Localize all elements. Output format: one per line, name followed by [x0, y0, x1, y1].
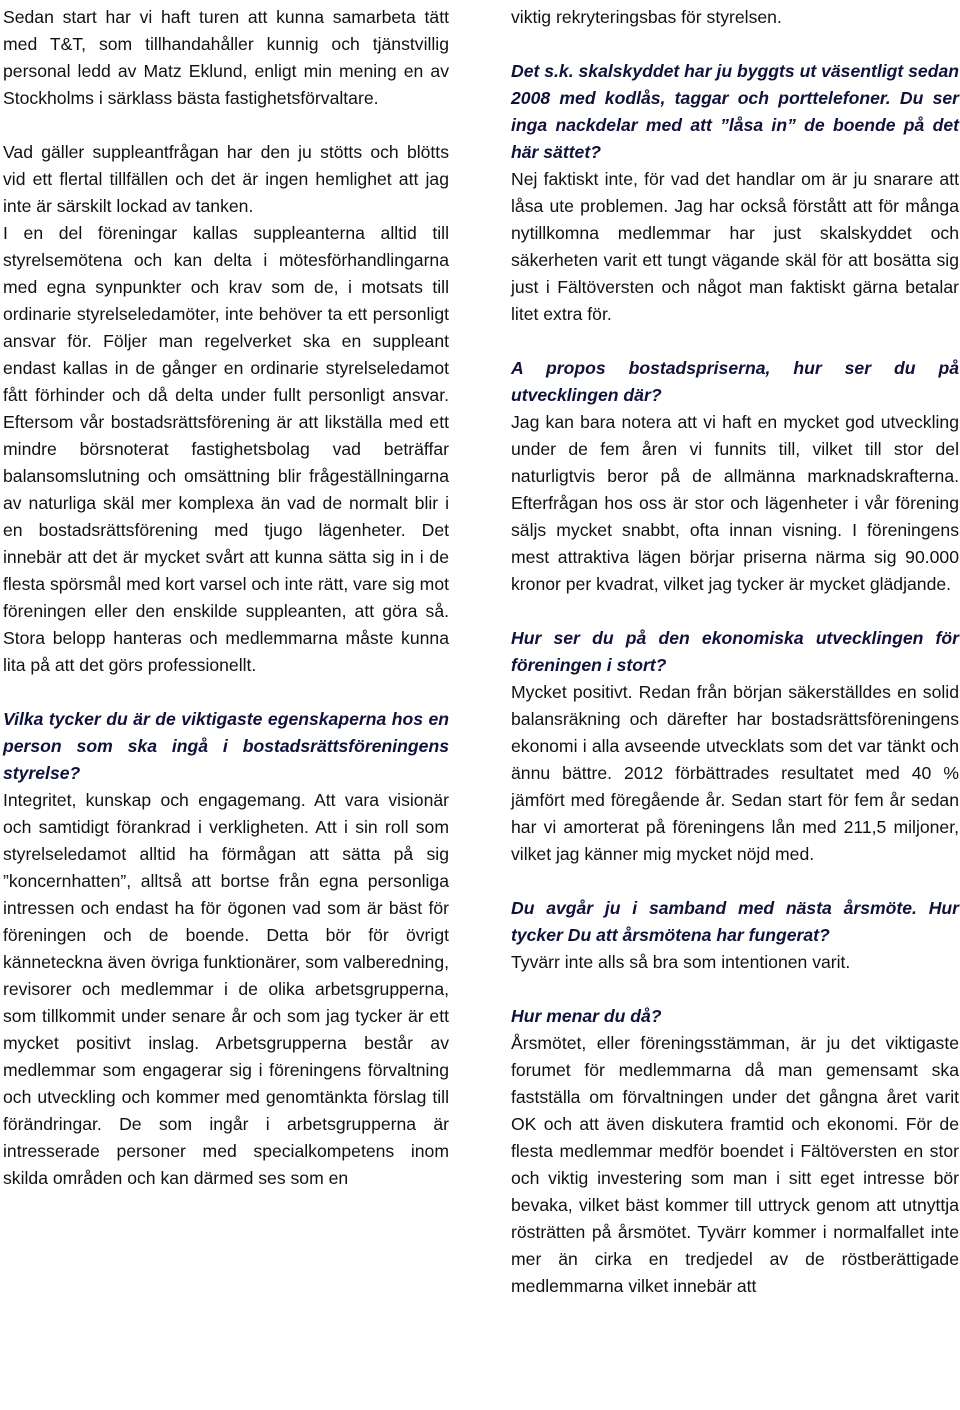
answer-board-qualities: Integritet, kunskap och engagemang. Att vara visionär och samtidigt förankrad i verkligheten. Att i sin roll som styrelseledamot alltid ha förmågan att sätta på sig ”koncernhatten”, alltså att bortse från egna personliga intressen och endast ha för ögonen vad som är bäst för föreningen och de boende. Detta bör för övrigt känneteckna även övriga funktionärer, som valberedning, revisorer och medlemmar i de olika arbetsgrupperna, som tillkommit under senare år och som jag tycker är ett mycket positivt inslag. Arbetsgrupperna består av medlemmar som engagerar sig i föreningens förvaltning och utveckling och kommer med genomtänkta förslag till förändringar. De som ingår i arbetsgrupperna är intresserade personer med specialkompetens inom skilda områden och kan därmed ses som en: [3, 790, 449, 1188]
question-annual-meetings: Du avgår ju i samband med nästa årsmöte. Hur tycker Du att årsmötena har fungerat?: [511, 898, 959, 945]
paragraph-suppleant-question: Vad gäller suppleantfrågan har den ju stötts och blötts vid ett flertal tillfällen och det är ingen hemlighet att jag inte är särskilt lockad av tanken.: [3, 142, 449, 216]
question-housing-prices: A propos bostadspriserna, hur ser du på utvecklingen där?: [511, 358, 959, 405]
answer-annual-meetings: Tyvärr inte alls så bra som intentionen varit.: [511, 952, 851, 972]
answer-economic-development: Mycket positivt. Redan från början säkerställdes en solid balansräkning och därefter har bostadsrättsföreningens ekonomi i alla avseende utvecklats som det var tänkt och ännu bättre. 2012 förbättrades resultatet med 40 % jämfört med föregående år. Sedan start för fem år sedan har vi amorterat på föreningens lån med 211,5 miljoner, vilket jag känner mig mycket nöjd med.: [511, 682, 959, 864]
paragraph-continuation: viktig rekryteringsbas för styrelsen.: [511, 7, 782, 27]
paragraph-partnership: Sedan start har vi haft turen att kunna samarbeta tätt med T&T, som tillhandahåller kunnig och tjänstvillig personal ledd av Matz Eklund, enligt min mening en av Stockholms i särklass bästa fastighetsförvaltare.: [3, 7, 449, 108]
question-board-qualities: Vilka tycker du är de viktigaste egenskaperna hos en person som ska ingå i bostadsrättsföreningens styrelse?: [3, 709, 449, 783]
answer-housing-prices: Jag kan bara notera att vi haft en mycket god utveckling under de fem åren vi funnits till, vilket till stor del naturligtvis beror på de allmänna marknadskrafterna. Efterfrågan hos oss är stor och lägenheter i vår förening säljs mycket snabbt, ofta innan visning. I föreningens mest attraktiva lägen börjar priserna närma sig 90.000 kronor per kvadrat, vilket jag tycker är mycket glädjande.: [511, 412, 959, 594]
answer-shell-protection: Nej faktiskt inte, för vad det handlar om är ju snarare att låsa ute problemen. Jag har också förstått att för många nytillkomna medlemmar har just skalskyddet och säkerheten varit ett tungt vägande skäl för att bosätta sig just i Fältöversten och något man faktiskt gärna betalar litet extra för.: [511, 169, 959, 324]
paragraph-suppleant-details: I en del föreningar kallas suppleanterna alltid till styrelsemötena och kan delta i mötesförhandlingarna med egna synpunkter och krav som de, i motsats till ordinarie styrelseledamöter, inte behöver ta ett personligt ansvar för. Följer man regelverket ska en suppleant endast kallas in de gånger en ordinarie styrelseledamot fått förhinder och då delta under fullt personligt ansvar. Eftersom vår bostadsrättsförening är att likställa med ett mindre börsnoterat fastighetsbolag vad beträffar balansomslutning och omsättning blir frågeställningarna av naturliga skäl mer komplexa än vad de normalt blir i en bostadsrättsförening med tjugo lägenheter. Det innebär att det är mycket svårt att kunna sätta sig in i de flesta spörsmål med kort varsel och inte rätt, vare sig mot föreningen eller den enskilde suppleanten, att göra så. Stora belopp hanteras och medlemmarna måste kunna lita på att det görs professionellt.: [3, 223, 449, 675]
left-column: [3, 4, 449, 1192]
question-shell-protection: Det s.k. skalskyddet har ju byggts ut väsentligt sedan 2008 med kodlås, taggar och porttelefoner. Du ser inga nackdelar med att ”låsa in” de boende på det här sättet?: [511, 61, 959, 162]
right-column: [511, 4, 959, 1300]
answer-how-meant: Årsmötet, eller föreningsstämman, är ju det viktigaste forumet för medlemmarna då man gemensamt ska fastställa om förvaltningen under det gångna året varit OK och att även diskutera framtid och ekonomi. För de flesta medlemmar medför boendet i Fältöversten en stor och viktig investering som man i sitt eget intresse bör bevaka, vilket bäst kommer till uttryck genom att utnyttja rösträtten på årsmötet. Tyvärr kommer i normalfallet inte mer än cirka en tredjedel av de röstberättigade medlemmarna vilket innebär att: [511, 1033, 959, 1296]
question-economic-development: Hur ser du på den ekonomiska utvecklingen för föreningen i stort?: [511, 628, 959, 675]
question-how-meant: Hur menar du då?: [511, 1006, 662, 1026]
